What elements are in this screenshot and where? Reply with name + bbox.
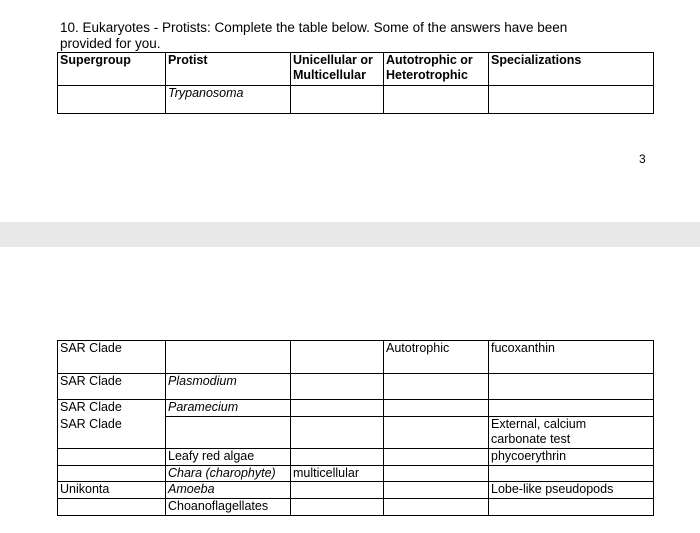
page-divider <box>0 222 700 247</box>
header-cellularity <box>291 53 384 86</box>
cell-cellularity <box>291 499 384 516</box>
cell-protist: Amoeba <box>166 482 291 499</box>
cell-cellularity <box>291 374 384 400</box>
specialization-line2: carbonate test <box>491 432 571 446</box>
cell-nutrition <box>384 499 489 516</box>
cell-nutrition <box>384 449 489 466</box>
cell-specializations: Lobe-like pseudopods <box>489 482 654 499</box>
cell-supergroup <box>58 86 166 114</box>
table-row <box>58 374 654 400</box>
cell-supergroup: SAR Clade <box>58 400 166 417</box>
question-text-line1: 10. Eukaryotes - Protists: Complete the table below. Some of the answers have been <box>60 20 568 35</box>
cell-supergroup <box>58 449 166 466</box>
cell-specializations <box>489 400 654 417</box>
cell-cellularity: multicellular <box>291 466 384 482</box>
table-row <box>58 499 654 516</box>
page-number: 3 <box>639 152 646 166</box>
table-row <box>58 482 654 499</box>
cell-supergroup: Unikonta <box>58 482 166 499</box>
table-row <box>58 86 654 114</box>
cell-cellularity <box>291 449 384 466</box>
cell-protist: Leafy red algae <box>166 449 291 466</box>
cell-specializations <box>489 374 654 400</box>
cell-protist <box>166 341 291 374</box>
cell-supergroup <box>58 499 166 516</box>
cell-protist: Plasmodium <box>166 374 291 400</box>
cell-supergroup <box>58 466 166 482</box>
cell-nutrition <box>384 400 489 417</box>
table-header-row <box>58 53 654 86</box>
cell-protist: Choanoflagellates <box>166 499 291 516</box>
header-nutrition-line2: Heterotrophic <box>386 68 468 82</box>
cell-cellularity <box>291 86 384 114</box>
header-cellularity-line1: Unicellular or <box>293 53 373 67</box>
cell-protist: Trypanosoma <box>166 86 291 114</box>
header-cellularity-line2: Multicellular <box>293 68 366 82</box>
header-supergroup: Supergroup <box>58 53 166 86</box>
cell-supergroup: SAR Clade <box>58 341 166 374</box>
cell-nutrition: Autotrophic <box>384 341 489 374</box>
cell-nutrition <box>384 86 489 114</box>
header-nutrition <box>384 53 489 86</box>
header-nutrition-line1: Autotrophic or <box>386 53 473 67</box>
protist-table-top <box>57 52 654 114</box>
cell-supergroup: SAR Clade <box>58 417 166 449</box>
question-text-line2: provided for you. <box>60 36 161 51</box>
table-row <box>58 449 654 466</box>
cell-specializations: phycoerythrin <box>489 449 654 466</box>
header-specializations: Specializations <box>489 53 654 86</box>
cell-cellularity <box>291 341 384 374</box>
header-protist: Protist <box>166 53 291 86</box>
cell-supergroup: SAR Clade <box>58 374 166 400</box>
cell-cellularity <box>291 400 384 417</box>
cell-protist: Paramecium <box>166 400 291 417</box>
cell-specializations: fucoxanthin <box>489 341 654 374</box>
cell-nutrition <box>384 482 489 499</box>
table-row <box>58 417 654 449</box>
cell-nutrition <box>384 466 489 482</box>
specialization-line1: External, calcium <box>491 417 587 431</box>
cell-cellularity <box>291 482 384 499</box>
table-row <box>58 341 654 374</box>
cell-specializations <box>489 417 654 449</box>
table-row <box>58 466 654 482</box>
table-row <box>58 400 654 417</box>
protist-table-bottom <box>57 340 654 516</box>
cell-cellularity <box>291 417 384 449</box>
cell-nutrition <box>384 374 489 400</box>
cell-protist <box>166 417 291 449</box>
cell-nutrition <box>384 417 489 449</box>
cell-specializations <box>489 86 654 114</box>
cell-specializations <box>489 466 654 482</box>
cell-specializations <box>489 499 654 516</box>
cell-protist: Chara (charophyte) <box>166 466 291 482</box>
